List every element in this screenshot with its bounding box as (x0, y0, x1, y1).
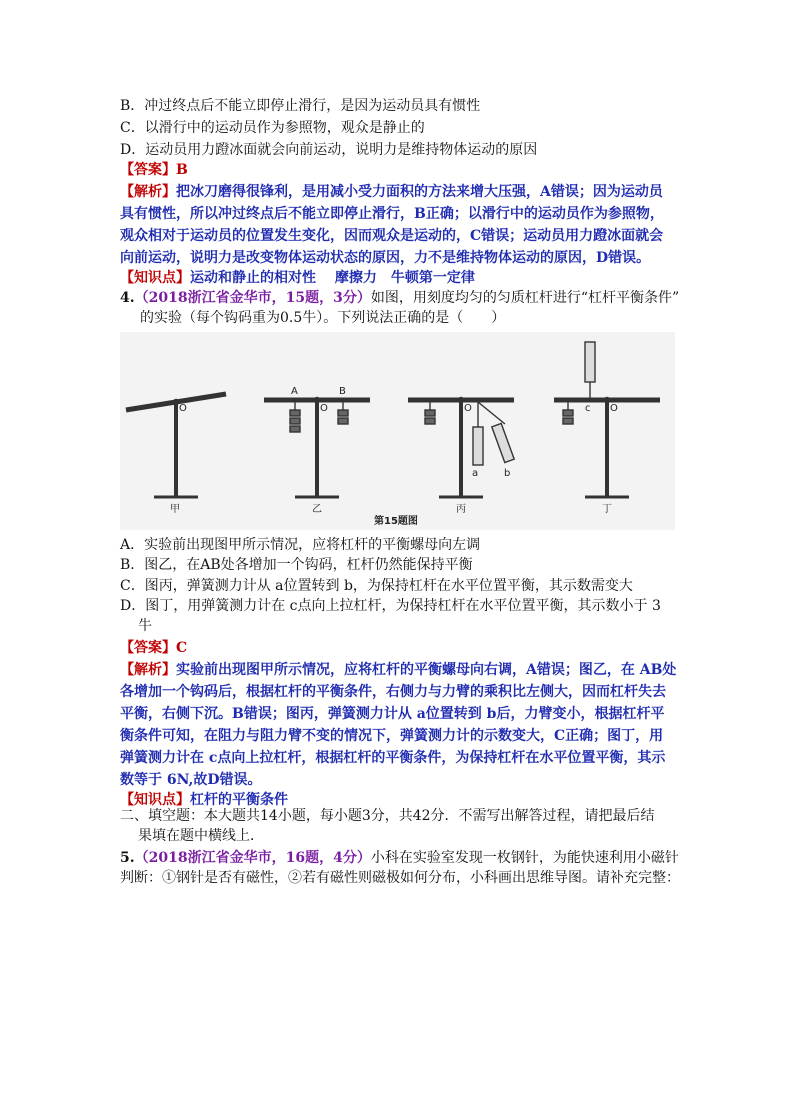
pivot-label: O (610, 403, 618, 414)
option-c: C．以滑行中的运动员作为参照物，观众是静止的 (120, 120, 425, 136)
question-number: 5. (120, 850, 135, 866)
analysis-text: 向前运动，说明力是改变物体运动状态的原因，力不是维持物体运动的原因，D错误。 (120, 250, 651, 266)
option-c: C．图丙，弹簧测力计从 a位置转到 b，为保持杠杆在水平位置平衡，其示数需变大 (120, 578, 633, 594)
kp-tag: 【知识点】 (120, 270, 190, 286)
answer-value: C (176, 640, 188, 656)
question-stem: 如图，用刻度均匀的匀质杠杆进行“杠杆平衡条件” (370, 290, 680, 306)
analysis-text: 平衡，右侧下沉。B错误；图丙，弹簧测力计从 a位置转到 b后，力臂变小，根据杠杆平 (120, 706, 665, 722)
figure-label-yi: 乙 (312, 504, 322, 515)
option-d: D．运动员用力蹬冰面就会向前运动，说明力是维持物体运动的原因 (120, 142, 538, 158)
answer-tag: 【答案】 (120, 162, 176, 178)
analysis-text: 实验前出现图甲所示情况，应将杠杆的平衡螺母向右调，A错误；图乙，在 AB处 (176, 662, 677, 678)
point-b-label: B (339, 386, 346, 397)
kp-text: 运动和静止的相对性 摩擦力 牛顿第一定律 (190, 270, 475, 286)
kp-text: 杠杆的平衡条件 (190, 792, 288, 808)
analysis-text: 具有惯性，所以冲过终点后不能立即停止滑行，B正确；以滑行中的运动员作为参照物， (120, 206, 664, 222)
analysis-line (120, 182, 663, 202)
analysis-tag: 【解析】 (120, 184, 176, 200)
option-b: B．图乙，在AB处各增加一个钩码，杠杆仍然能保持平衡 (120, 557, 473, 573)
analysis-text: 把冰刀磨得很锋利，是用减小受力面积的方法来增大压强，A错误；因为运动员 (176, 184, 663, 200)
analysis-line (120, 660, 676, 680)
point-c-label: c (585, 403, 591, 414)
section-heading-cont: 果填在题中横线上． (138, 828, 264, 844)
question-5-stem (120, 848, 679, 868)
point-a-lower-label: a (472, 468, 479, 479)
question-stem: 小科在实验室发现一枚钢针，为能快速利用小磁针 (370, 850, 679, 866)
lever-experiment-figure (120, 332, 675, 530)
analysis-tag: 【解析】 (120, 662, 176, 678)
knowledge-point-line (120, 268, 475, 288)
figure-label-ding: 丁 (602, 504, 612, 515)
analysis-text: 各增加一个钩码后，根据杠杆的平衡条件，右侧力与力臂的乘积比左侧大，因而杠杆失去 (120, 684, 666, 700)
figure-label-jia: 甲 (170, 504, 180, 515)
analysis-text: 观众相对于运动员的位置发生变化，因而观众是运动的，C错误；运动员用力蹬冰面就会 (120, 228, 664, 244)
question-4-stem (120, 288, 679, 308)
option-d-cont: 牛 (138, 618, 152, 634)
question-number: 4. (120, 290, 135, 306)
option-d: D．图丁，用弹簧测力计在 c点向上拉杠杆，为保持杠杆在水平位置平衡，其示数小于 3 (120, 598, 661, 614)
analysis-text: 弹簧测力计在 c点向上拉杠杆，根据杠杆的平衡条件，为保持杠杆在水平位置平衡，其示 (120, 750, 666, 766)
figure-caption: 第15题图 (374, 516, 418, 527)
point-a-label: A (291, 386, 298, 397)
question-source: （2018浙江省金华市，16题，4分） (134, 850, 371, 866)
analysis-text: 数等于 6N,故D错误。 (120, 772, 262, 788)
pivot-label: O (464, 403, 472, 414)
pivot-label: O (179, 403, 187, 414)
point-b-lower-label: b (504, 468, 511, 479)
answer-line (120, 160, 188, 180)
figure-label-bing: 丙 (456, 504, 466, 515)
option-b: B．冲过终点后不能立即停止滑行，是因为运动员具有惯性 (120, 98, 481, 114)
question-5-stem-cont: 判断：①钢针是否有磁性，②若有磁性则磁极如何分布，小科画出思维导图。请补充完整： (120, 870, 680, 886)
analysis-text: 衡条件可知，在阻力与阻力臂不变的情况下，弹簧测力计的示数变大，C正确；图丁，用 (120, 728, 664, 744)
answer-tag: 【答案】 (120, 640, 176, 656)
pivot-label: O (320, 403, 328, 414)
answer-line (120, 638, 187, 658)
section-heading: 二、填空题：本大题共14小题，每小题3分，共42分．不需写出解答过程，请把最后结 (120, 808, 655, 824)
kp-tag: 【知识点】 (120, 792, 190, 808)
option-a: A．实验前出现图甲所示情况，应将杠杆的平衡螺母向左调 (120, 537, 481, 553)
question-4-stem-cont: 的实验（每个钩码重为0.5牛）。下列说法正确的是（ ） (140, 310, 506, 326)
answer-value: B (176, 162, 188, 178)
question-source: （2018浙江省金华市，15题，3分） (134, 290, 371, 306)
